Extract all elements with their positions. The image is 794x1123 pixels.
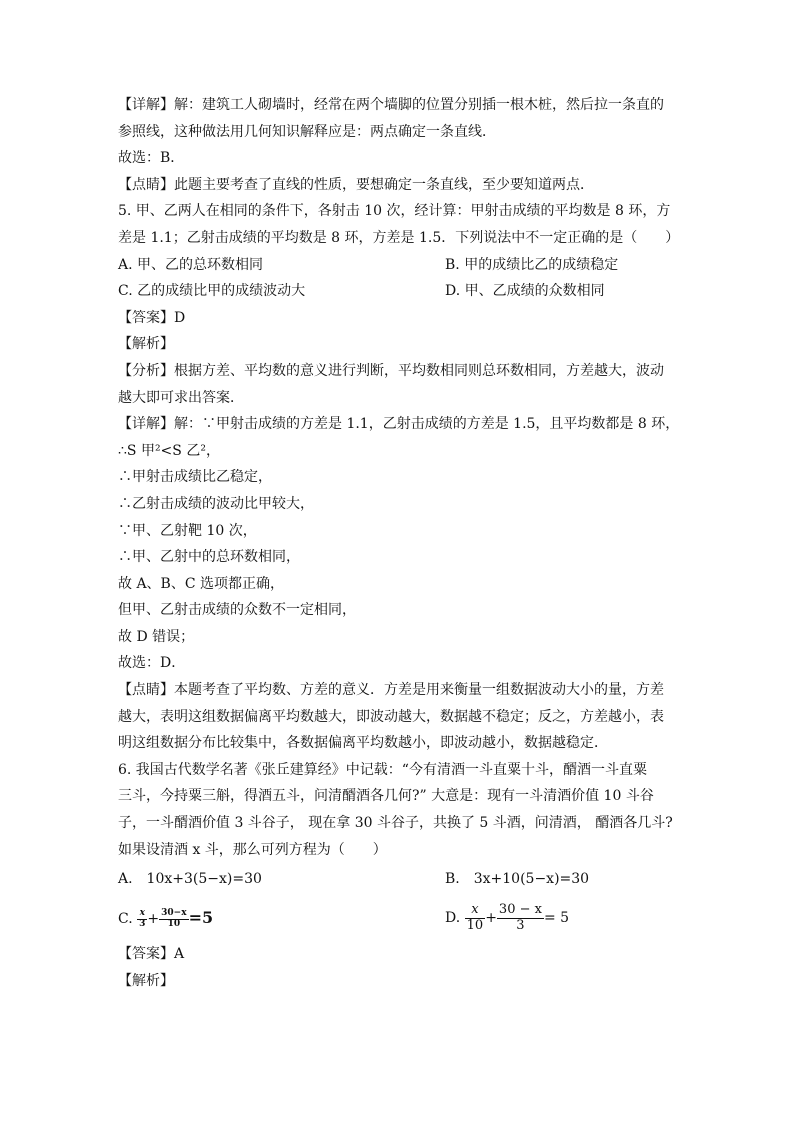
analysis-label: 【解析】 [118, 972, 174, 989]
question-6-stem: 6. 我国古代数学名著《张丘建算经》中记载：“今有清酒一斗直粟十斗，醑酒一斗直粟 [118, 761, 647, 778]
paragraph-line: ∴甲、乙射中的总环数相同， [118, 549, 300, 566]
paragraph-line: 故 D 错误； [118, 628, 195, 645]
equation-rhs: = 5 [543, 910, 570, 927]
paragraph-line: 越大即可求出答案． [118, 389, 244, 406]
paragraph-line: ∵甲、乙射靶 10 次， [118, 522, 257, 539]
answer-label: 【答案】D [118, 309, 186, 326]
fraction [465, 903, 486, 933]
paragraph-line: 【点睛】此题主要考查了直线的性质，要想确定一条直线，至少要知道两点． [118, 176, 594, 193]
option-label: D. [445, 910, 461, 927]
paragraph-line: ∴乙射击成绩的波动比甲较大， [118, 495, 314, 512]
option-c [118, 895, 213, 942]
denominator: 3 [139, 918, 146, 929]
paragraph-line: 【点睛】本题考查了平均数、方差的意义．方差是用来衡量一组数据波动大小的量，方差 [118, 682, 664, 699]
paragraph-line: ∴S 甲²<S 乙²， [118, 442, 220, 459]
option-d [445, 895, 569, 941]
question-6-stem: 如果设清酒 x 斗，那么可列方程为（ ） [118, 841, 387, 858]
paragraph-line: 参照线，这种做法用几何知识解释应是：两点确定一条直线． [118, 123, 496, 140]
numerator: 30 − x [498, 902, 542, 918]
question-5-stem: 差是 1.1；乙射击成绩的平均数是 8 环，方差是 1.5．下列说法中不一定正确的是（ ） [118, 229, 680, 246]
paragraph-line: ∴甲射击成绩比乙稳定， [118, 469, 272, 486]
numerator: x [465, 903, 486, 918]
option-a: A. 甲、乙的总环数相同 [118, 256, 264, 273]
numerator: 30−x [161, 907, 187, 918]
denominator: 10 [466, 917, 484, 933]
question-6-options-row [118, 863, 678, 895]
option-label: C. [118, 911, 133, 928]
answer-label: 【答案】A [118, 946, 185, 963]
question-6-stem: 三斗，今持粟三斛，得酒五斗，问清醑酒各几何?” 大意是：现有一斗清酒价值 10 斗谷 [118, 788, 654, 805]
paragraph-line: 明这组数据分布比较集中，各数据偏离平均数越小，即波动越小，数据越稳定． [118, 735, 608, 752]
question-6-stem: 子，一斗醑酒价值 3 斗谷子， 现在拿 30 斗谷子，共换了 5 斗酒，问清酒， 醑酒各几斗? [118, 815, 673, 832]
option-b: B. 3x+10(5−x)=30 [445, 871, 590, 888]
fraction [137, 909, 147, 930]
fraction [159, 909, 188, 930]
denominator: 3 [516, 917, 525, 933]
plus-sign: + [485, 910, 497, 927]
option-d: D. 甲、乙成绩的众数相同 [445, 283, 605, 300]
analysis-label: 【解析】 [118, 336, 174, 353]
paragraph-line: 故选：D． [118, 655, 186, 672]
fraction [497, 903, 544, 933]
paragraph-line: 越大，表明这组数据偏离平均数越大，即波动越大，数据越不稳定；反之，方差越小，表 [118, 708, 664, 725]
plus-sign: + [147, 911, 160, 928]
question-6-options-row [118, 895, 678, 941]
option-c: C. 乙的成绩比甲的成绩波动大 [118, 283, 306, 300]
question-5-options-row [118, 252, 678, 279]
option-b: B. 甲的成绩比乙的成绩稳定 [445, 256, 619, 273]
paragraph-line: 【详解】解：建筑工人砌墙时，经常在两个墙脚的位置分别插一根木桩，然后拉一条直的 [118, 97, 664, 113]
equation-rhs: =5 [188, 908, 214, 928]
paragraph-line: 但甲、乙射击成绩的众数不一定相同， [118, 602, 356, 619]
paragraph-line: 【详解】解：∵甲射击成绩的方差是 1.1，乙射击成绩的方差是 1.5，且平均数都是 8 环， [118, 416, 680, 433]
paragraph-line: 【分析】根据方差、平均数的意义进行判断，平均数相同则总环数相同，方差越大，波动 [118, 362, 664, 379]
denominator: 10 [167, 918, 181, 929]
paragraph-line: 故 A、B、C 选项都正确， [118, 575, 285, 592]
question-5-stem: 5. 甲、乙两人在相同的条件下，各射击 10 次，经计算：甲射击成绩的平均数是 8 环，方 [118, 203, 671, 220]
option-a: A. 10x+3(5−x)=30 [118, 871, 262, 888]
numerator: x [137, 909, 147, 920]
document-page [118, 92, 678, 994]
paragraph-line: 故选：B． [118, 150, 185, 167]
question-5-options-row [118, 278, 678, 305]
